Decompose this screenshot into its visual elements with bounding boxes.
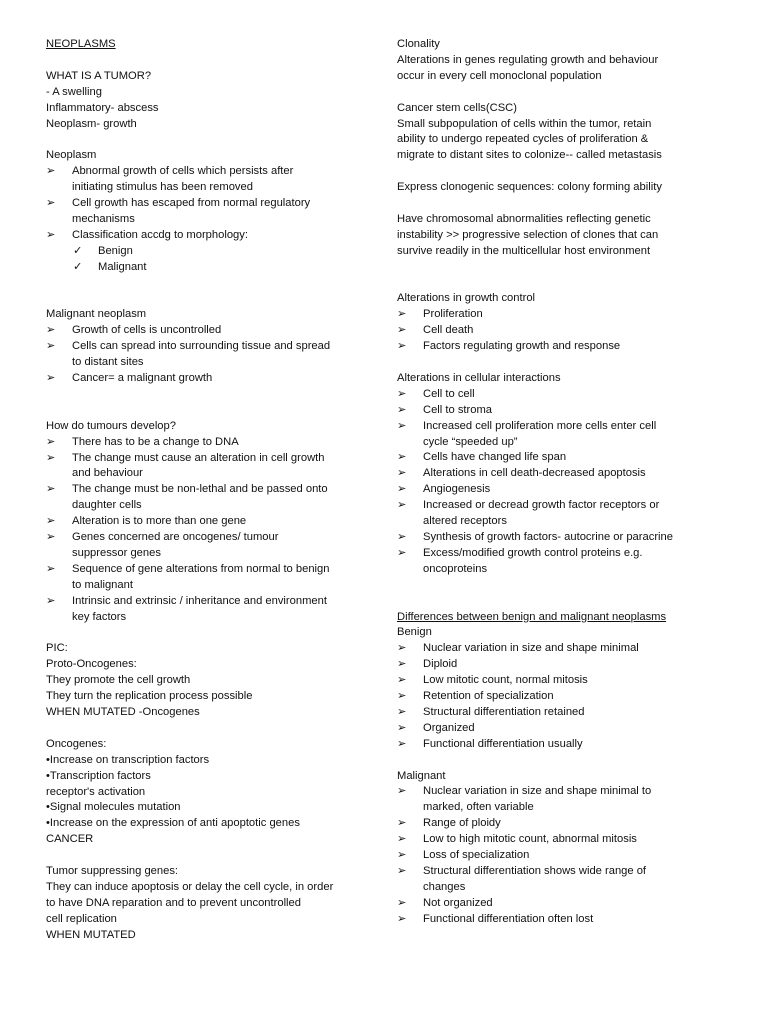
bullet-item — [397, 641, 727, 657]
bullet-text-line: cycle “speeded up” — [423, 435, 518, 448]
arrow-bullet-icon: ➢ — [46, 324, 56, 337]
arrow-bullet-icon: ➢ — [46, 531, 56, 544]
text-line: Neoplasm- growth — [46, 117, 137, 130]
bullet-text-line: mechanisms — [72, 212, 135, 225]
text-line: •Increase on the expression of anti apoptotic genes — [46, 817, 300, 830]
text-line: Clonality — [397, 38, 440, 50]
checkmark-icon: ✓ — [73, 260, 83, 273]
bullet-text-line: and behaviour — [72, 467, 143, 480]
bullet-text-line: Cell growth has escaped from normal regulatory — [72, 197, 311, 210]
bullet-text-line: Nuclear variation in size and shape minimal — [423, 642, 639, 655]
bullet-text-line: initiating stimulus has been removed — [72, 181, 253, 194]
chromosomal-block — [397, 212, 727, 260]
text-line: CANCER — [46, 833, 94, 846]
arrow-bullet-icon: ➢ — [397, 531, 407, 544]
bullet-item — [397, 689, 727, 705]
bullet-item — [46, 594, 378, 626]
arrow-bullet-icon: ➢ — [397, 546, 407, 559]
arrow-bullet-icon: ➢ — [46, 228, 56, 241]
text-line: Cancer stem cells(CSC) — [397, 101, 517, 114]
arrow-bullet-icon: ➢ — [46, 483, 56, 496]
pic-block — [46, 641, 378, 721]
bullet-item — [397, 896, 727, 912]
bullet-text-line: Factors regulating growth and response — [423, 340, 621, 353]
bullet-item — [46, 323, 378, 339]
arrow-bullet-icon: ➢ — [397, 833, 407, 846]
arrow-bullet-icon: ➢ — [397, 387, 407, 400]
what-heading: WHAT IS A TUMOR? — [46, 69, 152, 82]
text-line: survive readily in the multicellular host environment — [397, 244, 651, 257]
arrow-bullet-icon: ➢ — [46, 451, 56, 464]
bullet-item — [46, 228, 378, 244]
bullet-item — [397, 784, 727, 816]
malignant-diff-heading: Malignant — [397, 769, 446, 782]
bullet-item — [397, 530, 727, 546]
growth-control-heading: Alterations in growth control — [397, 292, 536, 305]
left-column — [46, 37, 378, 944]
bullet-text-line: Genes concerned are oncogenes/ tumour — [72, 531, 279, 544]
text-line: instability >> progressive selection of clones that can — [397, 228, 659, 241]
arrow-bullet-icon: ➢ — [397, 324, 407, 337]
bullet-text-line: key factors — [72, 610, 127, 623]
bullet-item — [397, 450, 727, 466]
text-line: to have DNA reparation and to prevent uncontrolled — [46, 896, 301, 909]
bullet-text-line: Cell death — [423, 324, 474, 337]
bullet-text-line: Cancer= a malignant growth — [72, 371, 213, 384]
text-line: They can induce apoptosis or delay the cell cycle, in order — [46, 880, 334, 893]
bullet-text-line: The change must be non-lethal and be passed onto — [72, 483, 328, 496]
bullet-item — [46, 562, 378, 594]
text-line: WHEN MUTATED -Oncogenes — [46, 705, 200, 718]
clonality-block — [397, 37, 727, 85]
arrow-bullet-icon: ➢ — [46, 371, 56, 384]
bullet-text-line: suppressor genes — [72, 546, 161, 559]
arrow-bullet-icon: ➢ — [397, 737, 407, 750]
malignant-list — [46, 323, 378, 387]
text-line: WHEN MUTATED — [46, 928, 136, 941]
arrow-bullet-icon: ➢ — [397, 896, 407, 909]
bullet-item — [397, 387, 727, 403]
text-line: Tumor suppressing genes: — [46, 865, 179, 878]
neoplasm-heading: Neoplasm — [46, 149, 97, 162]
bullet-item — [46, 339, 378, 371]
bullet-text-line: oncoproteins — [423, 562, 488, 575]
arrow-bullet-icon: ➢ — [397, 467, 407, 480]
interactions-list — [397, 387, 727, 578]
bullet-text-line: Structural differentiation retained — [423, 705, 585, 718]
bullet-item — [46, 451, 378, 483]
bullet-item — [397, 339, 727, 355]
arrow-bullet-icon: ➢ — [397, 403, 407, 416]
text-line: Inflammatory- abscess — [46, 101, 159, 114]
arrow-bullet-icon: ➢ — [397, 483, 407, 496]
bullet-item — [397, 848, 727, 864]
bullet-text-line: Low to high mitotic count, abnormal mitosis — [423, 833, 637, 846]
bullet-item — [397, 705, 727, 721]
bullet-item — [397, 816, 727, 832]
clonogenic-line: Express clonogenic sequences: colony forming ability — [397, 181, 662, 194]
bullet-text-line: The change must cause an alteration in cell growth — [72, 451, 325, 464]
bullet-item — [397, 482, 727, 498]
bullet-text-line: to distant sites — [72, 356, 144, 369]
bullet-item — [397, 498, 727, 530]
bullet-text-line: Increased cell proliferation more cells enter cell — [423, 419, 657, 432]
suppressor-block — [46, 864, 378, 944]
arrow-bullet-icon: ➢ — [397, 912, 407, 925]
check-item — [46, 244, 378, 260]
bullet-text-line: Growth of cells is uncontrolled — [72, 324, 222, 337]
bullet-item — [397, 419, 727, 451]
bullet-text-line: Classification accdg to morphology: — [72, 228, 248, 241]
bullet-text-line: to malignant — [72, 578, 133, 591]
bullet-item — [46, 482, 378, 514]
text-line: Have chromosomal abnormalities reflecting genetic — [397, 212, 651, 225]
bullet-text-line: Not organized — [423, 896, 493, 909]
bullet-item — [397, 323, 727, 339]
benign-heading: Benign — [397, 626, 432, 639]
bullet-item — [46, 514, 378, 530]
bullet-text-line: Retention of specialization — [423, 690, 554, 703]
bullet-text-line: Proliferation — [423, 308, 483, 321]
bullet-text-line: daughter cells — [72, 499, 142, 512]
bullet-text-line: Range of ploidy — [423, 817, 501, 830]
develop-heading: How do tumours develop? — [46, 419, 176, 432]
arrow-bullet-icon: ➢ — [397, 674, 407, 687]
text-line: Oncogenes: — [46, 737, 107, 750]
growth-control-list — [397, 307, 727, 355]
malignant-heading: Malignant neoplasm — [46, 308, 147, 321]
arrow-bullet-icon: ➢ — [397, 308, 407, 321]
arrow-bullet-icon: ➢ — [397, 451, 407, 464]
text-line: Alterations in genes regulating growth and behaviour — [397, 53, 659, 66]
text-line: They turn the replication process possible — [46, 690, 253, 703]
bullet-item — [46, 196, 378, 228]
bullet-item — [397, 912, 727, 928]
bullet-item — [397, 737, 727, 753]
bullet-text-line: Cells can spread into surrounding tissue and spread — [72, 340, 331, 353]
bullet-text-line: Organized — [423, 721, 475, 734]
text-line: cell replication — [46, 912, 117, 925]
arrow-bullet-icon: ➢ — [397, 658, 407, 671]
bullet-text-line: There has to be a change to DNA — [72, 435, 239, 448]
bullet-item — [46, 164, 378, 196]
text-line: occur in every cell monoclonal population — [397, 69, 602, 82]
bullet-text-line: Functional differentiation usually — [423, 737, 583, 750]
text-line: migrate to distant sites to colonize-- called metastasis — [397, 149, 662, 162]
text-line: •Increase on transcription factors — [46, 753, 210, 766]
bullet-item — [46, 435, 378, 451]
bullet-text-line: marked, often variable — [423, 801, 534, 814]
arrow-bullet-icon: ➢ — [46, 435, 56, 448]
text-line: PIC: — [46, 642, 68, 655]
arrow-bullet-icon: ➢ — [397, 849, 407, 862]
bullet-item — [397, 673, 727, 689]
bullet-text-line: Intrinsic and extrinsic / inheritance and environment — [72, 594, 327, 607]
check-item — [46, 260, 378, 276]
check-item-label: Malignant — [98, 260, 147, 273]
arrow-bullet-icon: ➢ — [46, 515, 56, 528]
bullet-text-line: Low mitotic count, normal mitosis — [423, 674, 588, 687]
text-line: receptor's activation — [46, 785, 146, 798]
bullet-text-line: changes — [423, 880, 466, 893]
text-line: ability to undergo repeated cycles of proliferation & — [397, 133, 649, 146]
bullet-text-line: Diploid — [423, 658, 458, 671]
classification-checks — [46, 244, 378, 276]
bullet-text-line: Cell to stroma — [423, 403, 493, 416]
bullet-item — [397, 466, 727, 482]
develop-list — [46, 435, 378, 626]
bullet-text-line: Angiogenesis — [423, 483, 491, 496]
bullet-text-line: Sequence of gene alterations from normal to benign — [72, 562, 330, 575]
text-line: They promote the cell growth — [46, 674, 191, 687]
bullet-item — [397, 832, 727, 848]
arrow-bullet-icon: ➢ — [397, 817, 407, 830]
bullet-text-line: Alteration is to more than one gene — [72, 515, 247, 528]
interactions-heading: Alterations in cellular interactions — [397, 371, 561, 384]
arrow-bullet-icon: ➢ — [46, 562, 56, 575]
bullet-item — [397, 403, 727, 419]
text-line: •Transcription factors — [46, 769, 151, 782]
bullet-text-line: Cell to cell — [423, 387, 475, 400]
bullet-text-line: Structural differentiation shows wide range of — [423, 865, 647, 878]
benign-list — [397, 641, 727, 752]
check-item-label: Benign — [98, 244, 133, 257]
arrow-bullet-icon: ➢ — [46, 340, 56, 353]
arrow-bullet-icon: ➢ — [397, 499, 407, 512]
text-line: Small subpopulation of cells within the tumor, retain — [397, 117, 652, 130]
what-lines — [46, 85, 378, 133]
bullet-item — [397, 721, 727, 737]
arrow-bullet-icon: ➢ — [397, 721, 407, 734]
right-column — [397, 37, 727, 928]
arrow-bullet-icon: ➢ — [397, 705, 407, 718]
bullet-text-line: Cells have changed life span — [423, 451, 567, 464]
arrow-bullet-icon: ➢ — [397, 785, 407, 798]
neoplasm-list — [46, 164, 378, 244]
arrow-bullet-icon: ➢ — [46, 165, 56, 178]
text-line: Proto-Oncogenes: — [46, 658, 137, 671]
bullet-text-line: Functional differentiation often lost — [423, 912, 594, 925]
bullet-item — [397, 546, 727, 578]
bullet-item — [397, 864, 727, 896]
bullet-text-line: Synthesis of growth factors- autocrine or paracrine — [423, 531, 673, 544]
arrow-bullet-icon: ➢ — [397, 690, 407, 703]
csc-block — [397, 101, 727, 165]
oncogenes-block — [46, 737, 378, 848]
bullet-item — [397, 657, 727, 673]
bullet-text-line: Increased or decread growth factor receptors or — [423, 499, 660, 512]
text-line: - A swelling — [46, 85, 102, 98]
arrow-bullet-icon: ➢ — [397, 419, 407, 432]
bullet-item — [46, 530, 378, 562]
bullet-text-line: Abnormal growth of cells which persists after — [72, 165, 294, 178]
bullet-text-line: Excess/modified growth control proteins e.g. — [423, 546, 643, 559]
arrow-bullet-icon: ➢ — [46, 594, 56, 607]
bullet-text-line: Alterations in cell death-decreased apoptosis — [423, 467, 646, 480]
differences-heading: Differences between benign and malignant neoplasms — [397, 610, 667, 623]
text-line: •Signal molecules mutation — [46, 801, 181, 814]
bullet-text-line: Nuclear variation in size and shape minimal to — [423, 785, 652, 798]
arrow-bullet-icon: ➢ — [397, 340, 407, 353]
arrow-bullet-icon: ➢ — [397, 642, 407, 655]
bullet-item — [46, 371, 378, 387]
bullet-text-line: altered receptors — [423, 515, 507, 528]
malignant-diff-list — [397, 784, 727, 927]
arrow-bullet-icon: ➢ — [397, 865, 407, 878]
checkmark-icon: ✓ — [73, 244, 83, 257]
doc-title: NEOPLASMS — [46, 38, 116, 50]
arrow-bullet-icon: ➢ — [46, 197, 56, 210]
bullet-item — [397, 307, 727, 323]
bullet-text-line: Loss of specialization — [423, 849, 530, 862]
